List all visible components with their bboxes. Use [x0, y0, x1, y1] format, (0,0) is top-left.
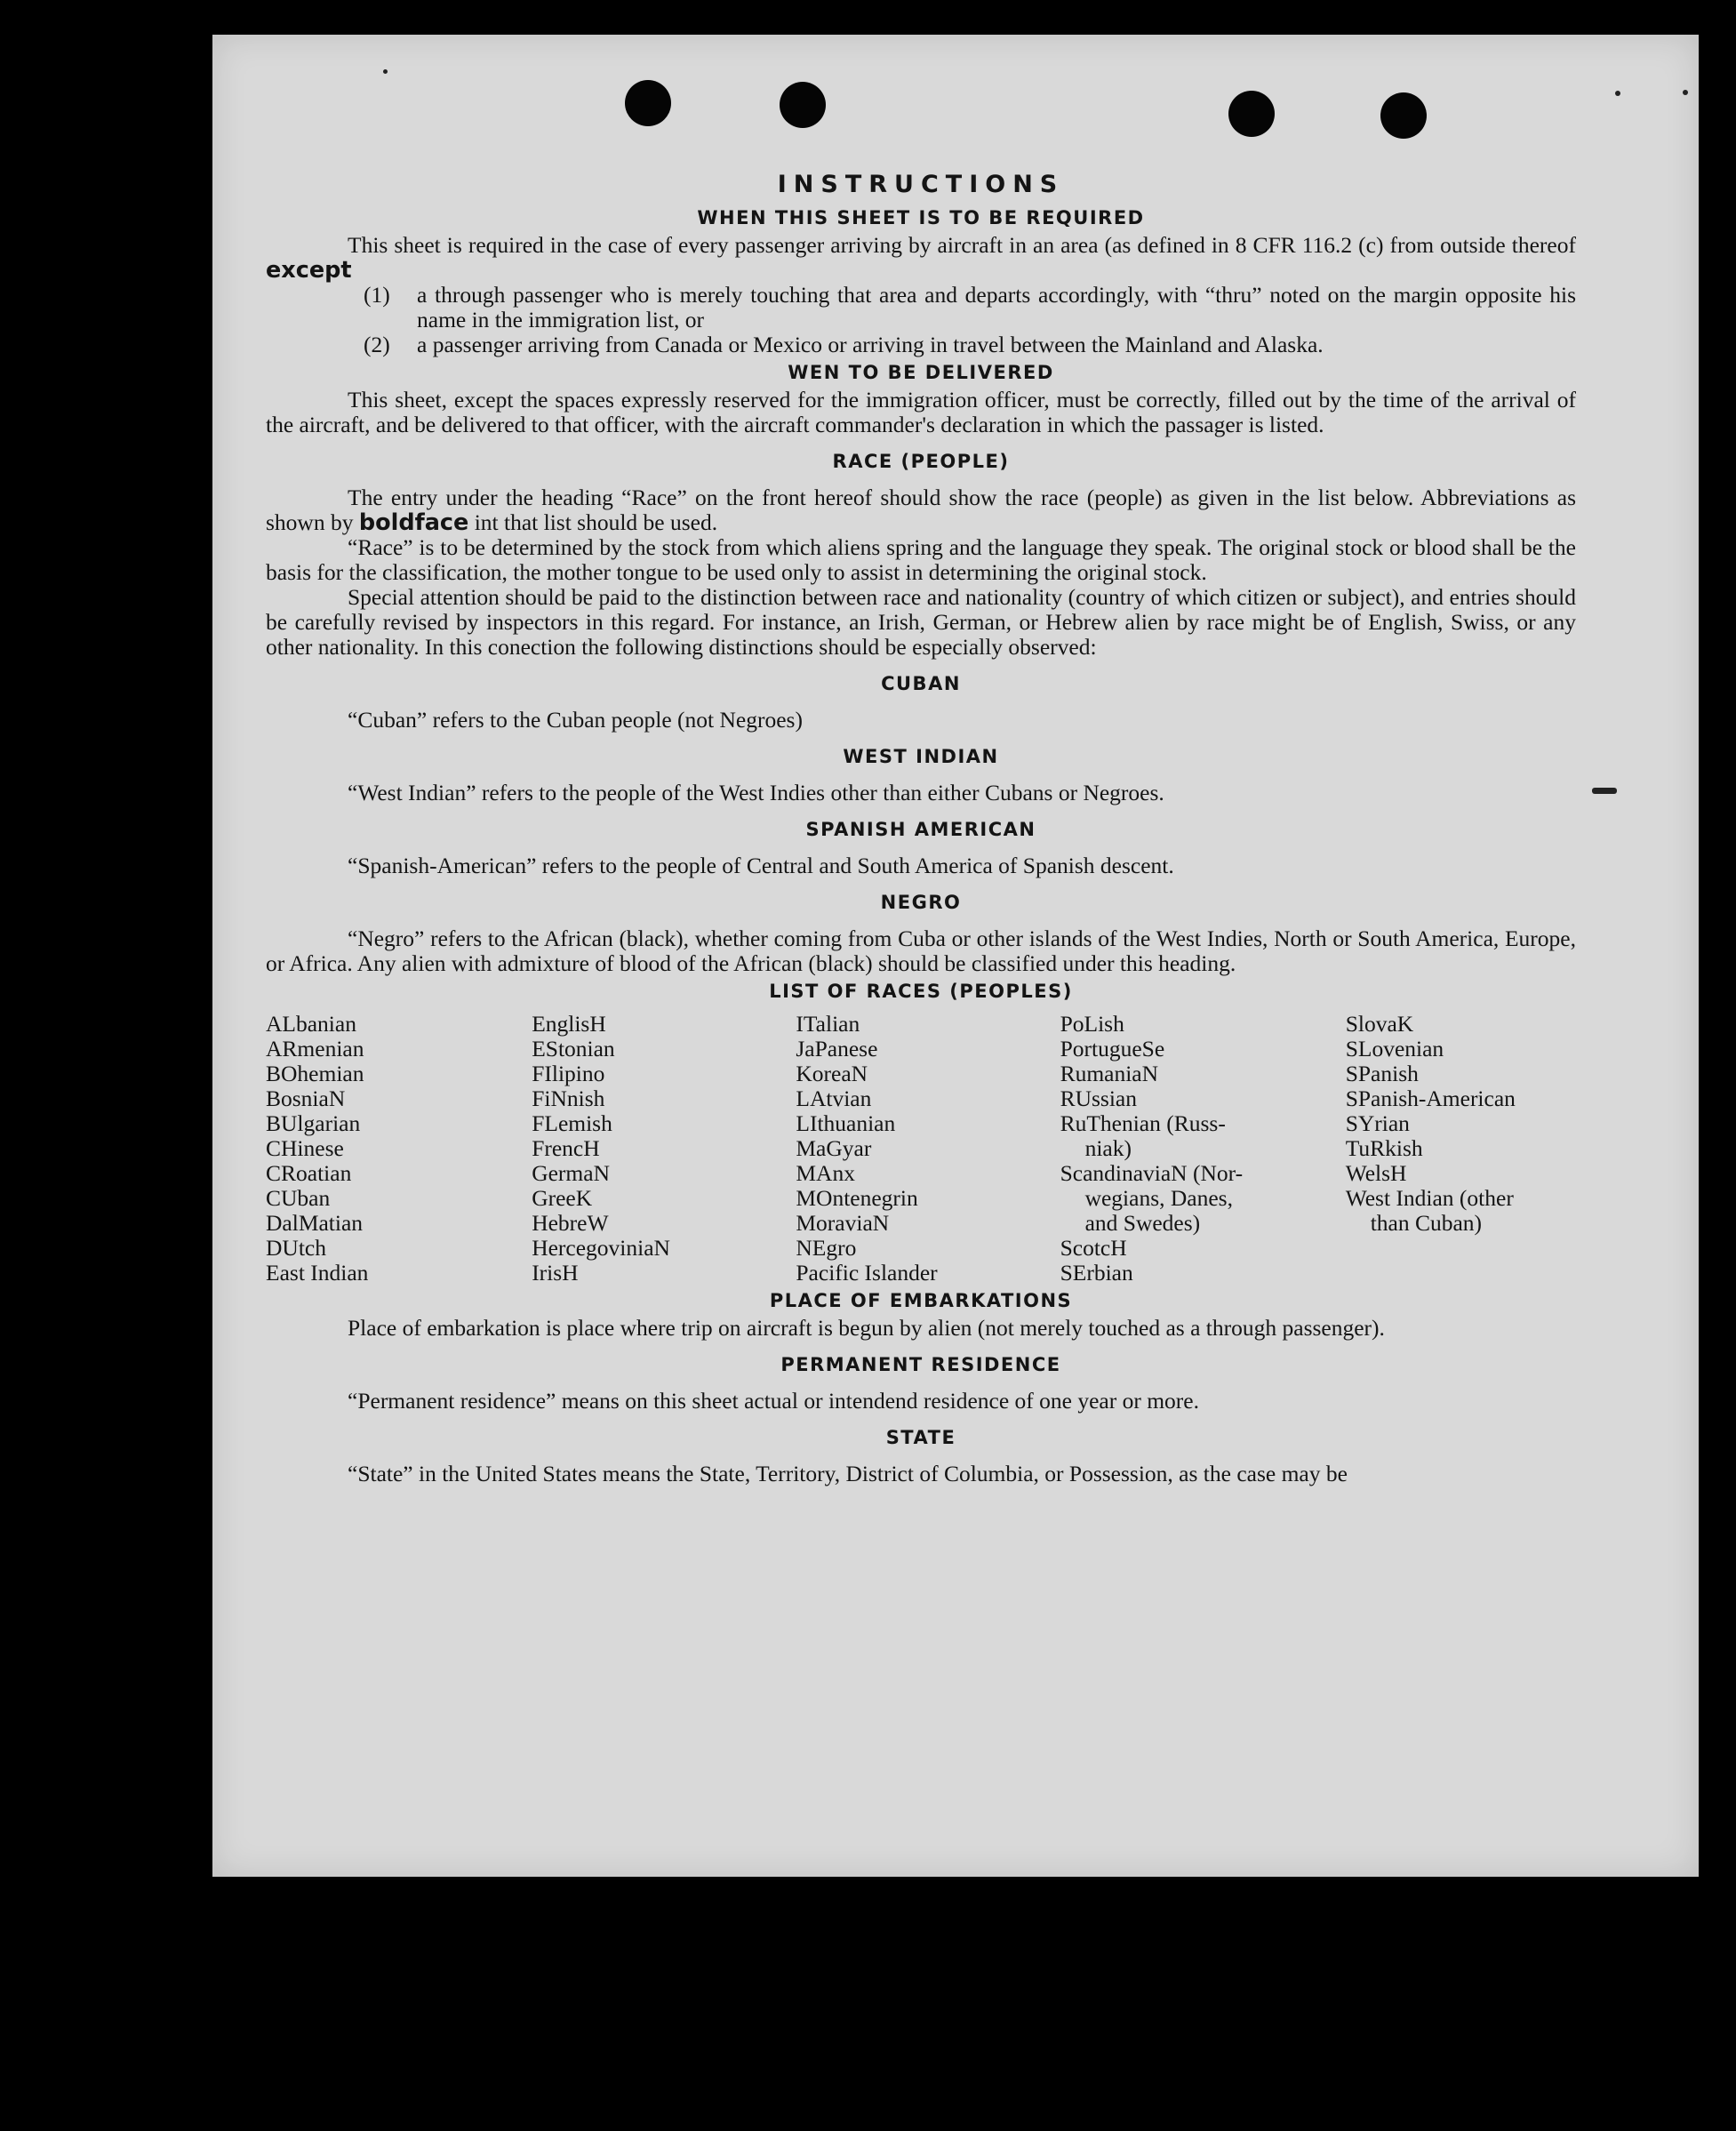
- race-item: NEgro: [796, 1235, 857, 1261]
- paragraph-negro: “Negro” refers to the African (black), whether coming from Cuba or other islands of the West Indies, North or South America, Europe, or Africa. Any alien with admixture of blood of the African (black) should be classified under this heading.: [266, 925, 1576, 976]
- race-item: KoreaN: [796, 1061, 868, 1086]
- race-item: CUban: [266, 1185, 331, 1211]
- race-item: GreeK: [532, 1185, 593, 1211]
- race-item: SPanish-American: [1345, 1086, 1516, 1111]
- paragraph-embarkation: Place of embarkation is place where trip on aircraft is begun by alien (not merely touched as a through passenger).: [348, 1315, 1385, 1341]
- speck: [1615, 91, 1620, 96]
- heading-list-of-races: LIST OF RACES (PEOPLES): [769, 981, 1073, 1002]
- race-item: WelsH: [1345, 1160, 1407, 1186]
- race-item: East Indian: [266, 1260, 369, 1286]
- race-item: HercegoviniaN: [532, 1235, 670, 1261]
- race-item: and Swedes): [1084, 1210, 1201, 1236]
- item-text: a passenger arriving from Canada or Mexico or arriving in travel between the Mainland and Alaska.: [417, 332, 1324, 357]
- races-column-3: [796, 1012, 1060, 1286]
- race-item: PoLish: [1060, 1011, 1124, 1037]
- heading-negro: NEGRO: [880, 892, 962, 913]
- race-item: BosniaN: [266, 1086, 346, 1111]
- race-item: ScotcH: [1060, 1235, 1127, 1261]
- paragraph-race-1: [266, 485, 1576, 535]
- race-item: GermaN: [532, 1160, 610, 1186]
- race-item: CRoatian: [266, 1160, 352, 1186]
- race-item: HebreW: [532, 1210, 609, 1236]
- paragraph-when-required: [266, 233, 1576, 283]
- race-item: FrencH: [532, 1135, 600, 1161]
- paragraph-race-2: “Race” is to be determined by the stock from which aliens spring and the language they speak. The original stock or blood shall be the basis for the classification, the mother tongue to be used only to assist in determining the original stock.: [266, 534, 1576, 585]
- speck: [383, 69, 388, 74]
- except-bold: except: [266, 257, 352, 284]
- list-item-1: [364, 283, 1576, 332]
- heading-when-delivered: WEN TO BE DELIVERED: [788, 362, 1054, 383]
- race-item: ITalian: [796, 1011, 860, 1037]
- heading-west-indian: WEST INDIAN: [843, 746, 999, 767]
- races-column-1: [266, 1012, 532, 1286]
- race-item: FiNnish: [532, 1086, 605, 1111]
- text: The entry under the heading “Race” on the front hereof should show the race (people) as given in the list below. Abbreviations as shown by: [266, 485, 1576, 535]
- race-item: EStonian: [532, 1036, 615, 1061]
- race-item: MAnx: [796, 1160, 855, 1186]
- heading-when-required: WHEN THIS SHEET IS TO BE REQUIRED: [697, 207, 1145, 228]
- race-item: CHinese: [266, 1135, 344, 1161]
- race-item: than Cuban): [1370, 1210, 1483, 1236]
- races-column-4: [1060, 1012, 1346, 1286]
- paragraph-spanish-american: “Spanish-American” refers to the people of Central and South America of Spanish descent.: [348, 853, 1174, 878]
- race-item: SlovaK: [1345, 1011, 1414, 1037]
- list-item-2: [364, 332, 1576, 357]
- race-item: TuRkish: [1345, 1135, 1423, 1161]
- race-item: West Indian (other: [1345, 1185, 1514, 1211]
- races-table: [266, 1012, 1576, 1286]
- race-item: BUlgarian: [266, 1110, 361, 1136]
- heading-spanish-american: SPANISH AMERICAN: [805, 819, 1036, 840]
- race-item: EnglisH: [532, 1011, 606, 1037]
- race-item: ARmenian: [266, 1036, 364, 1061]
- race-item: SErbian: [1060, 1260, 1133, 1286]
- race-item: DUtch: [266, 1235, 326, 1261]
- text: int that list should be used.: [474, 509, 718, 535]
- paragraph-west-indian: “West Indian” refers to the people of the West Indies other than either Cubans or Negroes.: [348, 780, 1164, 805]
- punch-hole-1: [625, 80, 671, 126]
- heading-race: RACE (PEOPLE): [832, 451, 1010, 472]
- instructions-content: [266, 172, 1576, 1486]
- paragraph-state: “State” in the United States means the State, Territory, District of Columbia, or Possession, as the case may be: [348, 1461, 1348, 1486]
- race-item: Pacific Islander: [796, 1260, 938, 1286]
- race-item: MOntenegrin: [796, 1185, 918, 1211]
- text: This sheet is required in the case of every passenger arriving by aircraft in an area (as defined in 8 CFR 116.2 (c) from outside thereof: [348, 232, 1576, 258]
- item-text: a through passenger who is merely touching that area and departs accordingly, with “thru” noted on the margin opposite his name in the immigration list, or: [417, 282, 1576, 332]
- paragraph-race-3: Special attention should be paid to the distinction between race and nationality (country of which citizen or subject), and entries should be carefully revised by inspectors in this regard. For instance, an Irish, German, or Hebrew alien by race might be of English, Swiss, or any other nationality. In this conection the following distinctions should be especially observed:: [266, 584, 1576, 660]
- race-item: wegians, Danes,: [1084, 1185, 1233, 1211]
- race-item: MoraviaN: [796, 1210, 890, 1236]
- race-item: PortugueSe: [1060, 1036, 1165, 1061]
- race-item: LAtvian: [796, 1086, 872, 1111]
- race-item: FIlipino: [532, 1061, 605, 1086]
- race-item: IrisH: [532, 1260, 579, 1286]
- paragraph-residence: “Permanent residence” means on this sheet actual or intendend residence of one year or more.: [348, 1388, 1199, 1414]
- boldface-bold: boldface: [358, 509, 469, 536]
- item-number: (1): [364, 282, 390, 308]
- races-column-2: [532, 1012, 796, 1286]
- punch-hole-4: [1380, 92, 1427, 139]
- heading-cuban: CUBAN: [881, 673, 961, 694]
- race-item: FLemish: [532, 1110, 612, 1136]
- races-column-5: [1346, 1012, 1576, 1286]
- race-item: MaGyar: [796, 1135, 872, 1161]
- race-item: SYrian: [1345, 1110, 1410, 1136]
- race-item: SLovenian: [1345, 1036, 1444, 1061]
- race-item: RumaniaN: [1060, 1061, 1159, 1086]
- race-item: ScandinaviaN (Nor-: [1060, 1160, 1244, 1186]
- race-item: DalMatian: [266, 1210, 364, 1236]
- page-title: INSTRUCTIONS: [777, 171, 1065, 198]
- heading-state: STATE: [885, 1427, 956, 1448]
- race-item: ALbanian: [266, 1011, 356, 1037]
- race-item: JaPanese: [796, 1036, 878, 1061]
- speck: [1592, 788, 1617, 794]
- race-item: BOhemian: [266, 1061, 364, 1086]
- document-sheet: [212, 35, 1699, 1877]
- item-number: (2): [364, 332, 390, 357]
- punch-hole-2: [780, 82, 826, 128]
- paragraph-cuban: “Cuban” refers to the Cuban people (not Negroes): [348, 707, 803, 733]
- punch-hole-3: [1228, 91, 1275, 137]
- speck: [1683, 90, 1688, 95]
- race-item: niak): [1084, 1135, 1132, 1161]
- heading-place-of-embarkation: PLACE OF EMBARKATIONS: [769, 1290, 1073, 1311]
- paragraph-when-delivered: This sheet, except the spaces expressly reserved for the immigration officer, must be correctly, filled out by the time of the arrival of the aircraft, and be delivered to that officer, with the aircraft commander's declaration in which the passager is listed.: [266, 387, 1576, 437]
- race-item: RUssian: [1060, 1086, 1137, 1111]
- heading-permanent-residence: PERMANENT RESIDENCE: [780, 1354, 1061, 1375]
- race-item: SPanish: [1345, 1061, 1419, 1086]
- race-item: LIthuanian: [796, 1110, 896, 1136]
- race-item: RuThenian (Russ-: [1060, 1110, 1226, 1136]
